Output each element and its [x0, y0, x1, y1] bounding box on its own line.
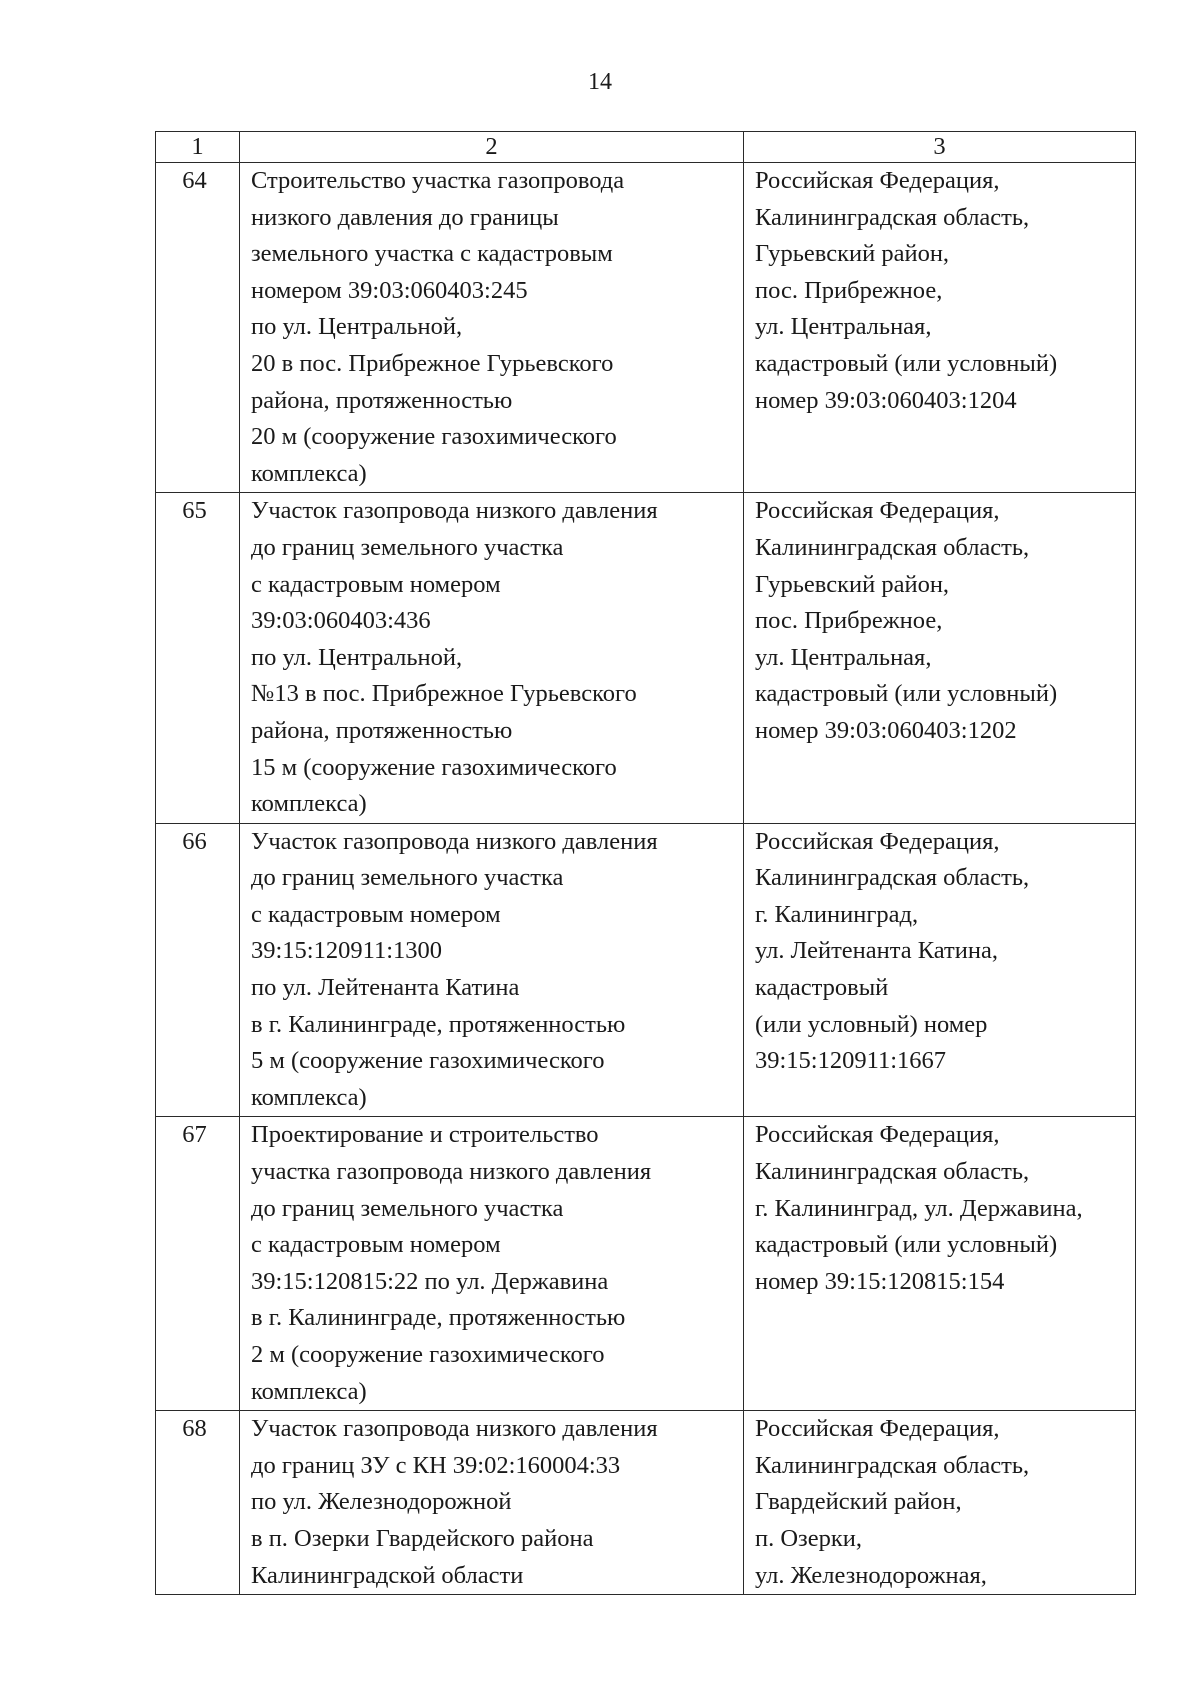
description-line: в г. Калининграде, протяженностью — [251, 1304, 626, 1332]
address-line: ул. Железнодорожная, — [755, 1561, 987, 1589]
address-line: г. Калининград, ул. Державина, — [755, 1194, 1083, 1222]
description-line: участка газопровода низкого давления — [251, 1158, 652, 1186]
object-description-cell — [240, 493, 744, 823]
description-line: в п. Озерки Гвардейского района — [251, 1524, 594, 1552]
description-line: по ул. Железнодорожной — [251, 1488, 512, 1516]
address-line: п. Озерки, — [755, 1524, 862, 1552]
address-line: номер 39:15:120815:154 — [755, 1267, 1005, 1295]
object-address-cell — [744, 493, 1136, 823]
address-line: Российская Федерация, — [755, 1121, 1000, 1149]
description-line: до границ земельного участка — [251, 1194, 564, 1222]
description-line: 5 м (сооружение газохимического — [251, 1047, 605, 1075]
description-line: в г. Калининграде, протяженностью — [251, 1010, 626, 1038]
table-body — [156, 163, 1136, 1595]
address-line: кадастровый (или условный) — [755, 680, 1058, 708]
description-line: Проектирование и строительство — [251, 1121, 599, 1149]
object-description-cell — [240, 1411, 744, 1595]
table-row — [156, 163, 1136, 493]
description-line: номером 39:03:060403:245 — [251, 276, 528, 304]
address-line: номер 39:03:060403:1202 — [755, 716, 1017, 744]
address-line: кадастровый (или условный) — [755, 349, 1058, 377]
description-line: района, протяженностью — [251, 716, 513, 744]
address-line: ул. Центральная, — [755, 313, 932, 341]
description-line: комплекса) — [251, 459, 367, 487]
table-row — [156, 1117, 1136, 1411]
row-number-cell: 68 — [156, 1411, 240, 1595]
table-row — [156, 823, 1136, 1117]
description-line: с кадастровым номером — [251, 570, 501, 598]
column-header-number: 1 — [156, 132, 240, 163]
object-address-cell — [744, 1411, 1136, 1595]
description-line: района, протяженностью — [251, 386, 513, 414]
address-line: кадастровый (или условный) — [755, 1231, 1058, 1259]
object-description-cell — [240, 823, 744, 1117]
address-line: Калининградская область, — [755, 864, 1030, 892]
description-line: №13 в пос. Прибрежное Гурьевского — [251, 680, 637, 708]
object-description-cell — [240, 163, 744, 493]
address-line: Гурьевский район, — [755, 240, 950, 268]
address-line: кадастровый — [755, 974, 889, 1002]
description-line: 39:03:060403:436 — [251, 607, 431, 635]
description-line: 15 м (сооружение газохимического — [251, 753, 617, 781]
description-line: по ул. Лейтенанта Катина — [251, 974, 520, 1002]
description-line: комплекса) — [251, 1083, 367, 1111]
table-row — [156, 1411, 1136, 1595]
address-line: пос. Прибрежное, — [755, 276, 943, 304]
table-row — [156, 493, 1136, 823]
page-number: 14 — [588, 69, 612, 95]
description-line: комплекса) — [251, 790, 367, 818]
description-line: 20 м (сооружение газохимического — [251, 423, 617, 451]
description-line: с кадастровым номером — [251, 900, 501, 928]
description-line: до границ земельного участка — [251, 533, 564, 561]
address-line: Российская Федерация, — [755, 1415, 1000, 1443]
object-address-cell — [744, 1117, 1136, 1411]
address-line: (или условный) номер — [755, 1010, 988, 1038]
address-line: г. Калининград, — [755, 900, 919, 928]
description-line: Участок газопровода низкого давления — [251, 827, 658, 855]
row-number-cell: 65 — [156, 493, 240, 823]
description-line: 39:15:120911:1300 — [251, 937, 443, 965]
description-line: низкого давления до границы — [251, 203, 559, 231]
address-line: Российская Федерация, — [755, 497, 1000, 525]
description-line: по ул. Центральной, — [251, 643, 463, 671]
address-line: Российская Федерация, — [755, 167, 1000, 194]
address-line: Гурьевский район, — [755, 570, 950, 598]
description-line: комплекса) — [251, 1377, 367, 1405]
table-header-row — [156, 132, 1136, 163]
description-line: по ул. Центральной, — [251, 313, 463, 341]
column-header-description: 2 — [240, 132, 744, 163]
description-line: 2 м (сооружение газохимического — [251, 1341, 605, 1368]
row-number-cell: 66 — [156, 823, 240, 1117]
row-number-cell: 67 — [156, 1117, 240, 1411]
description-line: до границ земельного участка — [251, 864, 564, 892]
address-line: номер 39:03:060403:1204 — [755, 386, 1017, 414]
row-number-cell: 64 — [156, 163, 240, 493]
description-line: Участок газопровода низкого давления — [251, 497, 658, 525]
address-line: Российская Федерация, — [755, 827, 1000, 855]
address-line: Калининградская область, — [755, 533, 1030, 561]
address-line: Гвардейский район, — [755, 1488, 962, 1516]
registry-table — [155, 131, 1136, 1595]
description-line: 20 в пос. Прибрежное Гурьевского — [251, 349, 614, 377]
address-line: 39:15:120911:1667 — [755, 1047, 947, 1075]
object-description-cell — [240, 1117, 744, 1411]
address-line: Калининградская область, — [755, 1158, 1030, 1186]
description-line: до границ ЗУ с КН 39:02:160004:33 — [251, 1451, 621, 1479]
column-header-address: 3 — [744, 132, 1136, 163]
object-address-cell — [744, 823, 1136, 1117]
address-line: ул. Центральная, — [755, 643, 932, 671]
object-address-cell — [744, 163, 1136, 493]
address-line: ул. Лейтенанта Катина, — [755, 937, 998, 965]
description-line: Участок газопровода низкого давления — [251, 1415, 658, 1443]
description-line: с кадастровым номером — [251, 1231, 501, 1259]
description-line: земельного участка с кадастровым — [251, 240, 613, 268]
description-line: 39:15:120815:22 по ул. Державина — [251, 1267, 609, 1295]
description-line: Строительство участка газопровода — [251, 167, 625, 194]
description-line: Калининградской области — [251, 1561, 524, 1589]
address-line: Калининградская область, — [755, 1451, 1030, 1479]
address-line: Калининградская область, — [755, 203, 1030, 231]
address-line: пос. Прибрежное, — [755, 607, 943, 635]
